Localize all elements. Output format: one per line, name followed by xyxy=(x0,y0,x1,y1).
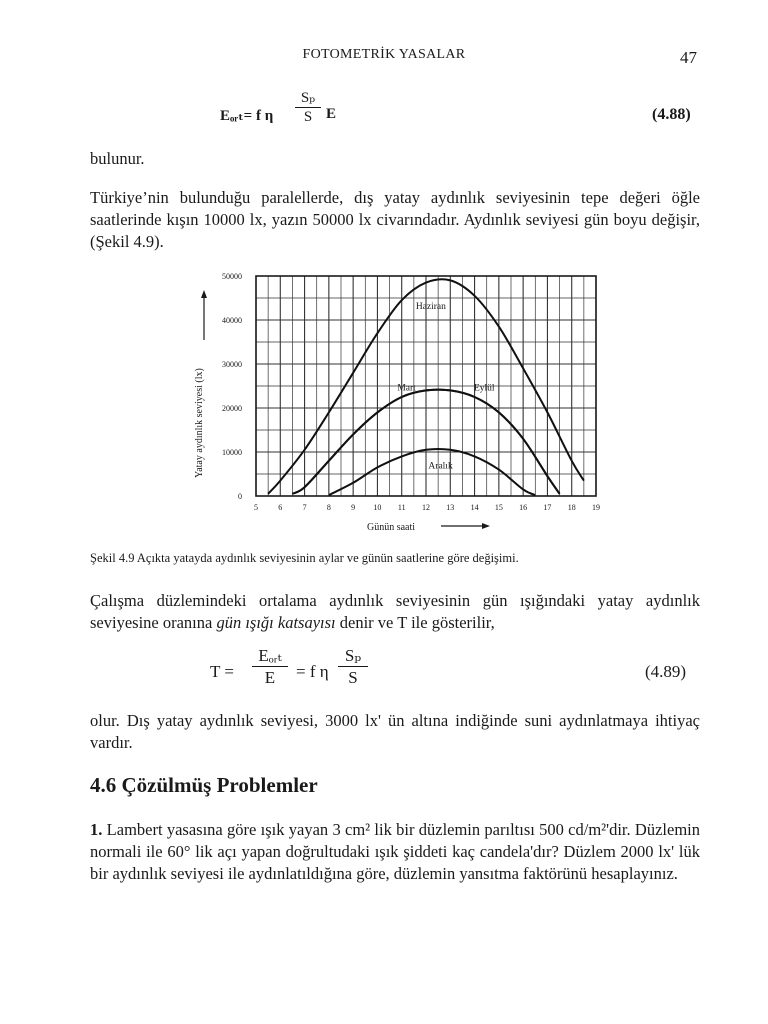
y-axis-arrow-icon xyxy=(201,290,207,340)
illuminance-chart xyxy=(186,268,616,538)
y-tick-label: 10000 xyxy=(222,448,242,457)
fraction-numerator: Sₚ xyxy=(338,645,368,667)
equation-fraction xyxy=(295,90,321,126)
equation-middle: = f η xyxy=(296,662,329,681)
x-tick-label: 9 xyxy=(351,503,356,512)
problem-text: Lambert yasasına göre ışık yayan 3 cm² lik bir düzlemin parıltısı 500 cd/m²'dir. Düzlemin normali ile 60° lik açı yapan doğrultudaki ışık şiddeti kaç candela'dır? Düzlem 2000 lx' lük bir aydınlık seviyesi ile aydınlatıldığına göre, düzlemin yansıtma faktörünü hesaplayınız. xyxy=(90,820,700,883)
x-tick-label: 18 xyxy=(567,503,576,512)
page-number: 47 xyxy=(680,48,697,67)
chart-y-label: Yatay aydınlık seviyesi (lx) xyxy=(194,368,205,478)
chart-x-ticks xyxy=(254,503,600,512)
x-tick-label: 5 xyxy=(254,503,258,512)
x-tick-label: 15 xyxy=(494,503,503,512)
equation-number: (4.88) xyxy=(652,106,691,123)
paragraph-text-end: denir ve T ile gösterilir, xyxy=(335,613,495,632)
y-tick-label: 30000 xyxy=(222,360,242,369)
x-tick-label: 11 xyxy=(397,503,406,512)
equation-4-89 xyxy=(210,645,410,697)
series-label: Eylül xyxy=(473,383,495,394)
fraction-denominator: S xyxy=(348,668,358,687)
figure-caption: Şekil 4.9 Açıkta yatayda aydınlık seviyesinin aylar ve günün saatlerine göre değişimi. xyxy=(90,551,519,565)
paragraph-bulunur: bulunur. xyxy=(90,149,145,168)
paragraph-text: Çalışma düzlemindeki ortalama aydınlık seviyesinin gün ışığındaki yatay aydınlık seviyesine oranına xyxy=(90,591,700,632)
series-line-aralık xyxy=(329,449,535,495)
y-tick-label: 40000 xyxy=(222,316,242,325)
x-tick-label: 6 xyxy=(278,503,283,512)
x-tick-label: 16 xyxy=(519,503,528,512)
fraction-denominator: E xyxy=(264,668,276,687)
series-label: Haziran xyxy=(415,302,446,312)
section-title: 4.6 Çözülmüş Problemler xyxy=(90,773,318,797)
fraction-numerator: Sₚ xyxy=(295,90,321,108)
x-tick-label: 7 xyxy=(302,503,307,512)
paragraph-intro: Türkiye’nin bulunduğu paralellerde, dış yatay aydınlık seviyesinin tepe değeri öğle saatlerinde kışın 10000 lx, yazın 50000 lx civarındadır. Aydınlık seviyesi gün boyu değişir, (Şekil 4.9). xyxy=(90,188,700,251)
y-tick-label: 0 xyxy=(238,492,242,501)
x-tick-label: 19 xyxy=(592,503,600,512)
running-head: FOTOMETRİK YASALAR xyxy=(302,47,466,62)
x-tick-label: 14 xyxy=(470,503,479,512)
equation-rhs: E xyxy=(326,106,337,122)
chart-x-label: Günün saati xyxy=(366,522,416,533)
fraction-numerator: Eₒᵣₜ xyxy=(252,645,288,667)
x-axis-arrow-icon xyxy=(441,523,490,529)
paragraph-definition xyxy=(90,590,700,634)
x-tick-label: 17 xyxy=(543,503,552,512)
equation-lhs: T = xyxy=(210,662,234,681)
series-label: Aralık xyxy=(428,461,453,472)
equation-4-88 xyxy=(220,86,420,136)
equation-fraction-a xyxy=(252,645,288,689)
x-tick-label: 13 xyxy=(446,503,455,512)
x-tick-label: 8 xyxy=(326,503,331,512)
series-label: Mart xyxy=(397,383,416,394)
x-tick-label: 12 xyxy=(422,503,430,512)
italic-term: gün ışığı katsayısı xyxy=(216,613,336,632)
x-tick-label: 10 xyxy=(373,503,382,512)
equation-lhs: Eₒᵣₜ= f η xyxy=(220,108,274,124)
y-tick-label: 20000 xyxy=(222,404,242,413)
y-tick-label: 50000 xyxy=(222,272,242,281)
problem-number: 1. xyxy=(90,820,103,839)
fraction-denominator: S xyxy=(303,109,313,125)
chart-y-ticks xyxy=(222,272,242,501)
equation-number: (4.89) xyxy=(645,662,687,681)
problem-1 xyxy=(90,819,700,885)
equation-fraction-b xyxy=(338,645,368,689)
chart-series-labels xyxy=(397,302,495,472)
paragraph-threshold: olur. Dış yatay aydınlık seviyesi, 3000 lx' ün altına indiğinde suni aydınlatmaya ihtiyaç vardır. xyxy=(90,711,700,752)
